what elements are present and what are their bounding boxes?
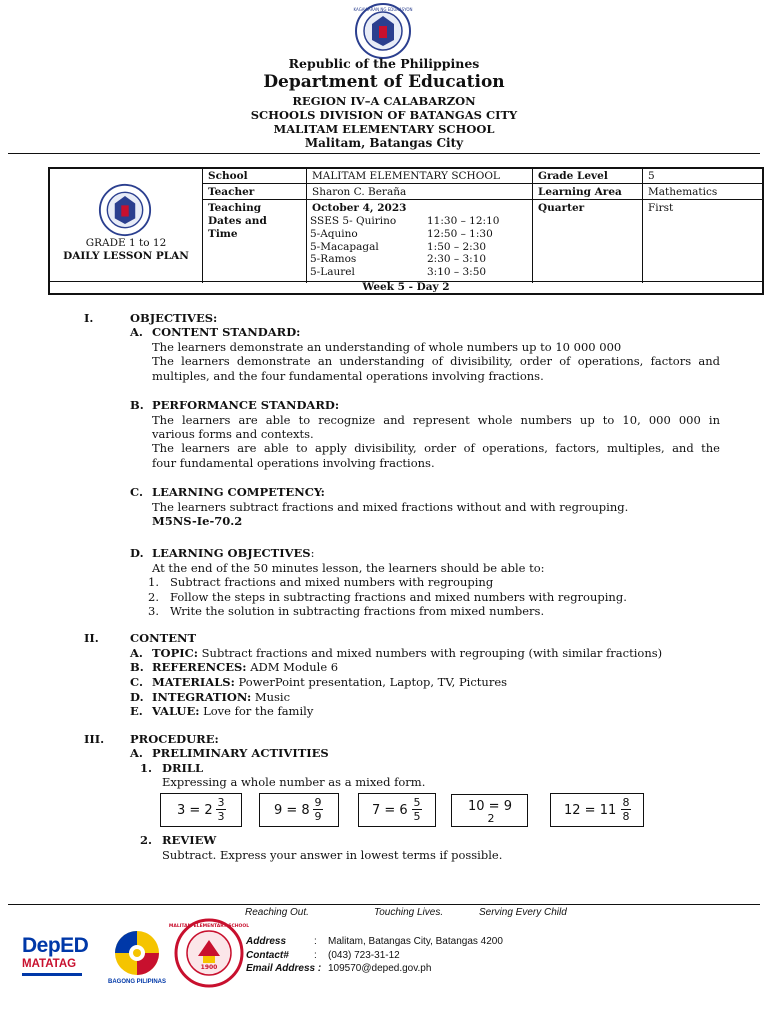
content-value: Subtract fractions and mixed numbers with regrouping (with similar fractions) — [198, 646, 663, 660]
list-item: Follow the steps in subtracting fractions and mixed numbers with regrouping. — [170, 590, 627, 604]
content-value: ADM Module 6 — [246, 660, 339, 674]
drill-equation: 10 = 9 — [468, 799, 512, 814]
deped-seal-icon — [350, 2, 416, 60]
sub-label: A. — [130, 746, 143, 760]
performance-standard-line: The learners are able to apply divisibility, order of operations, factors, multiples, and the — [152, 441, 720, 455]
drill-equation: 3 = 2 — [177, 803, 213, 818]
dates-label-line: Teaching — [208, 202, 262, 214]
table-divider — [642, 169, 643, 283]
content-item — [152, 704, 313, 719]
deped-logo-text: DepED — [22, 934, 89, 957]
content-item — [152, 646, 662, 661]
list-item-number: 3. — [148, 604, 159, 618]
content-standard-title: CONTENT STANDARD: — [152, 325, 301, 339]
city-line: Malitam, Batangas City — [304, 136, 464, 150]
section-title-procedure: PROCEDURE: — [130, 732, 219, 746]
schedule-row — [310, 253, 487, 266]
content-standard-line: multiples, and the four fundamental operations involving fractions. — [152, 369, 544, 383]
sub-label: E. — [130, 704, 143, 718]
drill-fraction — [621, 796, 631, 823]
schedule-section: 5-Macapagal — [310, 240, 379, 253]
drill-fraction — [412, 796, 422, 823]
table-divider — [202, 183, 762, 184]
fraction-denominator: 9 — [314, 810, 322, 823]
logo-stripe — [22, 973, 82, 976]
drill-fraction — [216, 796, 226, 823]
review-text: Subtract. Express your answer in lowest terms if possible. — [162, 848, 503, 862]
fraction-numerator: 5 — [413, 796, 421, 809]
drill-equation: 9 = 8 — [274, 803, 310, 818]
drill-equation: 7 = 6 — [372, 803, 408, 818]
schedule-section: 5-Ramos — [310, 253, 357, 266]
date-value: October 4, 2023 — [312, 202, 407, 214]
learning-objectives-heading: LEARNING OBJECTIVES — [152, 546, 311, 560]
email-label: Email Address : — [246, 963, 322, 974]
content-standard-line: The learners demonstrate an understanding of divisibility, order of operations, factors and — [152, 354, 720, 368]
schedule-time: 1:50 – 2:30 — [427, 240, 487, 253]
grade-level-value: 5 — [648, 170, 655, 182]
sub-label: B. — [130, 660, 144, 674]
schedule-time: 3:10 – 3:50 — [427, 266, 487, 279]
address-value: Malitam, Batangas City, Batangas 4200 — [328, 936, 503, 947]
list-item: Write the solution in subtracting fractions from mixed numbers. — [170, 604, 545, 618]
content-standard-line: The learners demonstrate an understanding of whole numbers up to 10 000 000 — [152, 340, 622, 354]
table-divider — [202, 199, 762, 200]
learning-area-value: Mathematics — [648, 186, 718, 198]
table-divider — [306, 169, 307, 283]
schedule-time: 11:30 – 12:10 — [427, 215, 500, 227]
fraction-denominator: 2 — [487, 812, 495, 825]
section-title-content: CONTENT — [130, 631, 197, 645]
bagong-pilipinas-icon — [106, 928, 168, 978]
deped-seal-icon — [94, 183, 156, 237]
tagline: Touching Lives. — [374, 907, 444, 918]
fraction-denominator: 3 — [217, 810, 225, 823]
schedule-time: 12:50 – 1:30 — [427, 227, 493, 240]
teacher-value: Sharon C. Beraña — [312, 186, 407, 198]
sub-label: B. — [130, 398, 144, 412]
fraction-numerator: 9 — [314, 796, 322, 809]
week-label: Week 5 - Day 2 — [362, 281, 450, 293]
division-line: SCHOOLS DIVISION OF BATANGAS CITY — [250, 108, 518, 122]
contact-value: (043) 723-31-12 — [328, 950, 400, 961]
performance-standard-line: The learners are able to recognize and represent whole numbers up to 10, 000 000 in — [152, 413, 720, 427]
tagline: Serving Every Child — [479, 907, 567, 918]
content-key: REFERENCES: — [152, 660, 247, 674]
fraction-denominator: 5 — [413, 810, 421, 823]
schedule-section: 5-Aquino — [310, 227, 358, 240]
section-title-objectives: OBJECTIVES: — [130, 311, 218, 325]
contact-label: Contact# — [246, 950, 289, 961]
content-key: VALUE: — [152, 704, 200, 718]
sub-label: A. — [130, 325, 143, 339]
school-label: School — [208, 170, 248, 182]
drill-box — [160, 793, 242, 827]
seal-lettering: MALITAM ELEMENTARY SCHOOL — [168, 924, 250, 929]
schedule-row — [310, 215, 500, 228]
preliminary-title: PRELIMINARY ACTIVITIES — [152, 746, 329, 760]
region-line: REGION IV–A CALABARZON — [292, 94, 476, 108]
schedule-time: 2:30 – 3:10 — [427, 253, 487, 266]
quarter-value: First — [648, 202, 674, 214]
footer-colon: : — [314, 936, 317, 947]
drill-title: DRILL — [162, 761, 204, 775]
drill-text: Expressing a whole number as a mixed form. — [162, 775, 426, 789]
grade-line: GRADE 1 to 12 — [85, 237, 167, 249]
content-value: Music — [251, 690, 291, 704]
drill-box — [259, 793, 339, 827]
section-number: II. — [84, 631, 99, 645]
learning-objectives-intro: At the end of the 50 minutes lesson, the learners should be able to: — [152, 561, 545, 575]
drill-box — [550, 793, 644, 827]
drill-fraction — [313, 796, 323, 823]
sub-label: D. — [130, 546, 144, 560]
learning-competency-text: The learners subtract fractions and mixed fractions without and with regrouping. — [152, 500, 629, 514]
drill-box — [451, 794, 528, 827]
fraction-numerator: 3 — [217, 796, 225, 809]
header-divider — [8, 153, 760, 154]
header-address-block — [0, 94, 768, 150]
section-number: III. — [84, 732, 105, 746]
school-value: MALITAM ELEMENTARY SCHOOL — [312, 170, 500, 182]
footer-divider — [8, 904, 760, 905]
fraction-numerator: 8 — [622, 796, 630, 809]
list-item: Subtract fractions and mixed numbers with regrouping — [170, 575, 494, 589]
review-title: REVIEW — [162, 833, 217, 847]
sub-label: C. — [130, 675, 143, 689]
list-item-number: 2. — [140, 833, 153, 847]
schedule-row — [310, 227, 493, 241]
learning-area-label: Learning Area — [538, 186, 622, 198]
heading-colon: : — [310, 546, 315, 560]
learning-objectives-title — [152, 546, 314, 561]
drill-equation: 12 = 11 — [564, 803, 617, 818]
schedule-list — [310, 215, 500, 279]
quarter-label: Quarter — [538, 202, 585, 214]
content-item — [152, 675, 507, 690]
dates-label-line: Dates and — [208, 215, 267, 227]
dlp-line: DAILY LESSON PLAN — [63, 250, 189, 262]
performance-standard-line: various forms and contexts. — [152, 427, 314, 441]
content-key: MATERIALS: — [152, 675, 235, 689]
table-divider — [202, 169, 203, 283]
matatag-text: MATATAG — [22, 958, 77, 970]
footer-contact — [246, 950, 400, 961]
sub-label: D. — [130, 690, 144, 704]
teacher-label: Teacher — [208, 186, 255, 198]
content-item — [152, 690, 290, 705]
school-line: MALITAM ELEMENTARY SCHOOL — [273, 122, 495, 136]
drill-fraction — [486, 812, 496, 825]
list-item-number: 1. — [140, 761, 153, 775]
school-seal-icon — [168, 918, 250, 988]
schedule-row — [310, 266, 487, 279]
content-value: PowerPoint presentation, Laptop, TV, Pictures — [234, 675, 508, 689]
seal-year: 1900 — [200, 964, 218, 971]
schedule-row — [310, 240, 487, 254]
schedule-section: 5-Laurel — [310, 266, 355, 279]
tagline: Reaching Out. — [245, 907, 309, 918]
dates-label — [208, 202, 267, 241]
sub-label: C. — [130, 485, 143, 499]
content-key: INTEGRATION: — [152, 690, 252, 704]
seal-lettering: KAGAWARAN NG EDUKASYON — [353, 7, 413, 12]
competency-code: M5NS-Ie-70.2 — [152, 514, 243, 528]
republic-line: Republic of the Philippines — [288, 56, 480, 71]
grade-level-label: Grade Level — [538, 170, 608, 182]
footer-email — [246, 963, 431, 974]
performance-standard-line: four fundamental operations involving fractions. — [152, 456, 435, 470]
list-item-number: 1. — [148, 575, 159, 589]
schedule-section: SSES 5- Quirino — [310, 215, 397, 227]
content-item — [152, 660, 338, 675]
section-number: I. — [84, 311, 94, 325]
footer-address — [246, 936, 503, 947]
drill-box — [358, 793, 436, 827]
table-divider — [532, 169, 533, 283]
email-value[interactable]: 109570@deped.gov.ph — [328, 963, 432, 974]
fraction-denominator: 8 — [622, 810, 630, 823]
sub-label: A. — [130, 646, 143, 660]
content-value: Love for the family — [199, 704, 314, 718]
dates-label-line: Time — [208, 228, 238, 240]
learning-competency-title: LEARNING COMPETENCY: — [152, 485, 325, 499]
content-key: TOPIC: — [152, 646, 198, 660]
list-item-number: 2. — [148, 590, 159, 604]
footer-colon: : — [314, 950, 317, 961]
bagong-pilipinas-text: BAGONG PILIPINAS — [107, 979, 166, 985]
lesson-info-table — [48, 167, 764, 295]
deped-matatag-logo — [22, 935, 94, 985]
department-title: Department of Education — [263, 72, 505, 92]
address-label: Address — [246, 936, 287, 947]
performance-standard-title: PERFORMANCE STANDARD: — [152, 398, 340, 412]
